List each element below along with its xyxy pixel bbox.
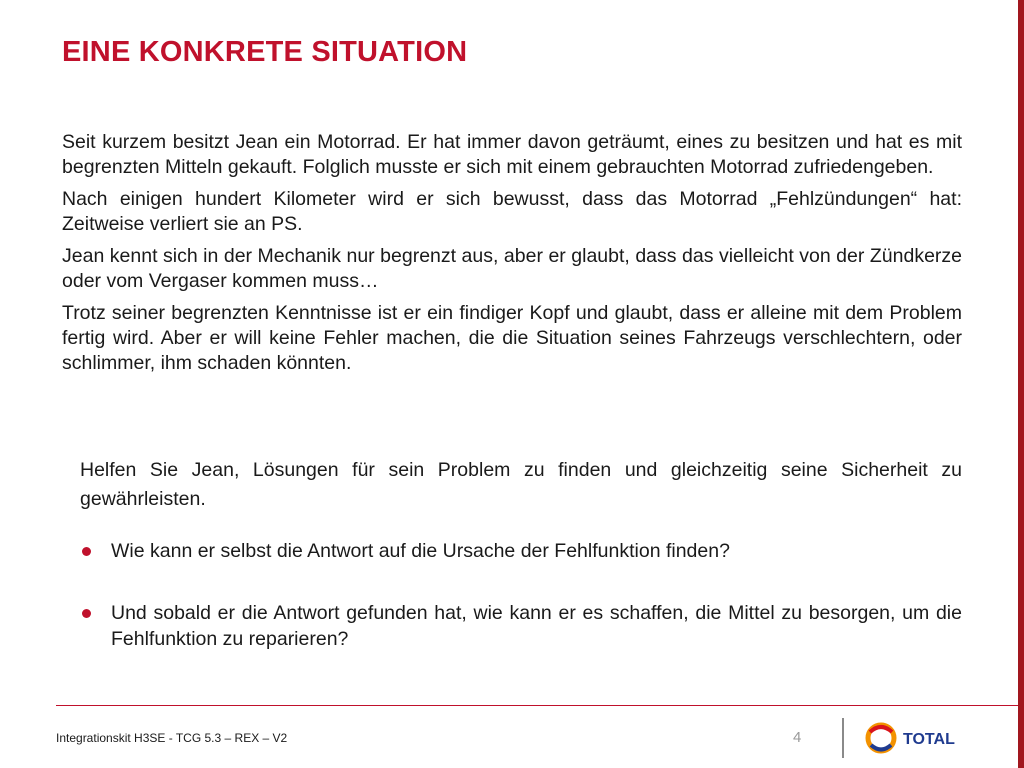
total-logo-icon: [864, 720, 974, 756]
question-list: [80, 538, 962, 652]
logo-center: [877, 734, 886, 743]
paragraph-4: Trotz seiner begrenzten Kenntnisse ist er ein findiger Kopf und glaubt, dass er alleine mit dem Problem fertig wird. Aber er will keine Fehler machen, die die Situation seines Fahrzeugs verschlechtern, oder schlimmer, ihm schaden könnten.: [62, 302, 962, 374]
page-number: 4: [793, 729, 802, 746]
task-question: Helfen Sie Jean, Lösungen für sein Problem zu finden und gleichzeitig seine Sicherheit zu gewährleisten.: [80, 459, 962, 510]
logo-arc-red: [870, 727, 892, 732]
list-item-text: Und sobald er die Antwort gefunden hat, wie kann er es schaffen, die Mittel zu besorgen, um die Fehlfunktion zu reparieren?: [111, 602, 962, 650]
footer-text: Integrationskit H3SE - TCG 5.3 – REX – V2: [56, 731, 288, 745]
list-item: [80, 538, 962, 564]
bullet-dot-icon: [82, 547, 91, 556]
footer-divider: [842, 718, 844, 758]
slide-title: EINE KONKRETE SITUATION: [62, 36, 468, 68]
body-text: [62, 130, 962, 383]
list-item: [80, 600, 962, 652]
logo-arc-blue: [871, 745, 891, 750]
paragraph-2: Nach einigen hundert Kilometer wird er sich bewusst, dass das Motorrad „Fehlzündungen“ hat: Zeitweise verliert sie an PS.: [62, 188, 962, 235]
footer-rule: [56, 705, 1018, 706]
paragraph-3: Jean kennt sich in der Mechanik nur begrenzt aus, aber er glaubt, dass das vielleicht von der Zündkerze oder vom Vergaser kommen muss…: [62, 245, 962, 292]
list-item-text: Wie kann er selbst die Antwort auf die Ursache der Fehlfunktion finden?: [111, 540, 730, 562]
logo-wordmark: TOTAL: [903, 731, 955, 748]
bullet-dot-icon: [82, 609, 91, 618]
paragraph-1: Seit kurzem besitzt Jean ein Motorrad. Er hat immer davon geträumt, eines zu besitzen und hat es mit begrenzten Mitteln gekauft. Folglich musste er sich mit einem gebrauchten Motorrad zufriedengeben.: [62, 131, 962, 178]
right-accent-bar: [1018, 0, 1024, 768]
